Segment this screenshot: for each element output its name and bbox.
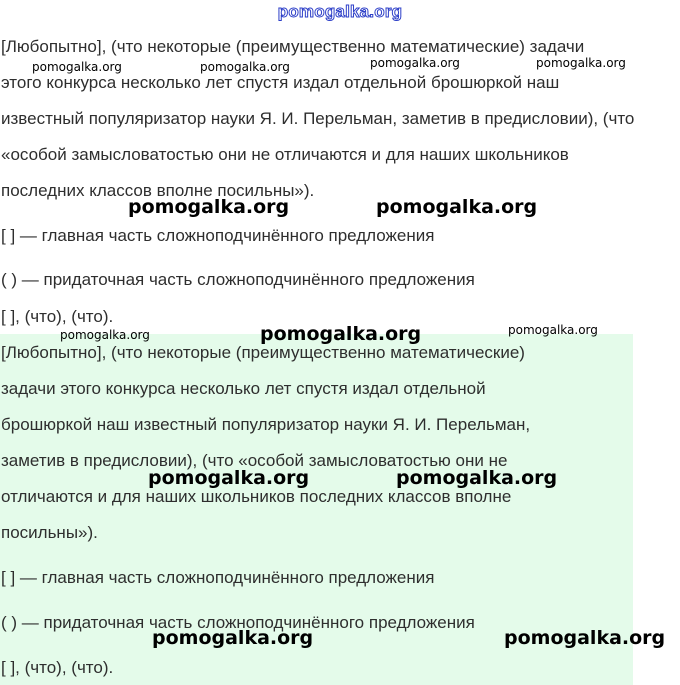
original-line-2: этого конкурса несколько лет спустя издал отдельной брошюркой наш bbox=[1, 73, 560, 92]
site-title[interactable]: pomogalka.org bbox=[277, 2, 403, 21]
answer-legend-main: [ ] — главная часть сложноподчинённого предложения bbox=[1, 568, 435, 587]
original-line-3: известный популяризатор науки Я. И. Перельман, заметив в предисловии), (что bbox=[1, 109, 635, 128]
original-line-1: [Любопытно], (что некоторые (преимущественно математические) задачи bbox=[1, 37, 585, 56]
original-legend-sub: ( ) — придаточная часть сложноподчинённого предложения bbox=[1, 270, 475, 289]
watermark: pomogalka.org bbox=[60, 328, 150, 342]
watermark: pomogalka.org bbox=[200, 60, 290, 74]
answer-scheme: [ ], (что), (что). bbox=[1, 658, 114, 677]
watermark: pomogalka.org bbox=[376, 196, 538, 218]
watermark: pomogalka.org bbox=[152, 627, 314, 649]
answer-line-6: посильны»). bbox=[1, 523, 98, 542]
watermark: pomogalka.org bbox=[260, 323, 422, 345]
original-scheme: [ ], (что), (что). bbox=[1, 307, 114, 326]
watermark: pomogalka.org bbox=[504, 627, 666, 649]
watermark: pomogalka.org bbox=[148, 467, 310, 489]
original-line-5: последних классов вполне посильны»). bbox=[1, 181, 315, 200]
answer-line-5: отличаются и для наших школьников последних классов вполне bbox=[1, 487, 512, 506]
watermark: pomogalka.org bbox=[396, 467, 558, 489]
watermark: pomogalka.org bbox=[370, 56, 460, 70]
watermark: pomogalka.org bbox=[536, 56, 626, 70]
original-legend-main: [ ] — главная часть сложноподчинённого предложения bbox=[1, 226, 435, 245]
original-line-4: «особой замысловатостью они не отличаются и для наших школьников bbox=[1, 145, 569, 164]
watermark: pomogalka.org bbox=[508, 323, 598, 337]
watermark: pomogalka.org bbox=[128, 196, 290, 218]
answer-line-2: задачи этого конкурса несколько лет спустя издал отдельной bbox=[1, 379, 486, 398]
answer-line-3: брошюркой наш известный популяризатор науки Я. И. Перельман, bbox=[1, 415, 531, 434]
answer-line-4: заметив в предисловии), (что «особой замысловатостью они не bbox=[1, 451, 508, 470]
answer-line-1: [Любопытно], (что некоторые (преимущественно математические) bbox=[1, 343, 525, 362]
watermark: pomogalka.org bbox=[32, 60, 122, 74]
answer-legend-sub: ( ) — придаточная часть сложноподчинённого предложения bbox=[1, 613, 475, 632]
